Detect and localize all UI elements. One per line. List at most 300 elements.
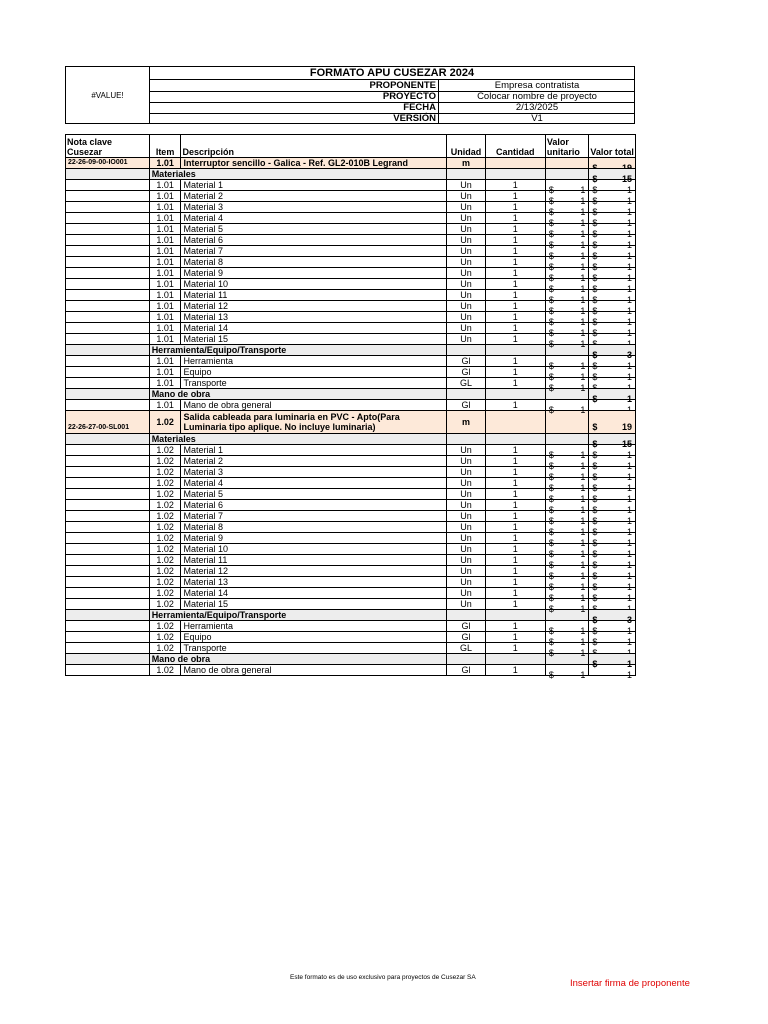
- descripcion-cell[interactable]: Material 3: [181, 202, 447, 213]
- descripcion-cell[interactable]: Material 4: [181, 213, 447, 224]
- item-cell[interactable]: 1.02: [149, 566, 181, 577]
- valor-total-cell[interactable]: [589, 290, 636, 305]
- nota-cell[interactable]: [66, 456, 150, 467]
- valor-total-cell[interactable]: [589, 577, 636, 592]
- valor-unitario-cell[interactable]: [545, 632, 588, 647]
- cantidad-cell[interactable]: 1: [485, 500, 545, 511]
- unidad-cell[interactable]: Un: [447, 478, 485, 489]
- descripcion-cell[interactable]: Material 1: [181, 180, 447, 191]
- nota-cell[interactable]: [66, 279, 150, 290]
- nota-cell[interactable]: [66, 555, 150, 566]
- unidad-cell[interactable]: Un: [447, 566, 485, 577]
- cantidad-cell[interactable]: 1: [485, 544, 545, 555]
- valor-unitario-cell[interactable]: [545, 445, 588, 460]
- valor-unitario-cell[interactable]: [545, 323, 588, 338]
- unidad-cell[interactable]: Un: [447, 588, 485, 599]
- unidad-cell[interactable]: Un: [447, 445, 485, 456]
- valor-total-cell[interactable]: [589, 378, 636, 389]
- cantidad-cell[interactable]: 1: [485, 511, 545, 522]
- descripcion-cell[interactable]: Material 12: [181, 301, 447, 312]
- descripcion-cell[interactable]: Mano de obra general: [181, 400, 447, 411]
- mano-de-obra-group-total[interactable]: [589, 389, 636, 404]
- mano-de-obra-group-label[interactable]: Mano de obra: [149, 654, 447, 665]
- valor-total-cell[interactable]: [589, 665, 636, 680]
- valor-total-cell[interactable]: [589, 588, 636, 603]
- descripcion-cell[interactable]: Material 8: [181, 522, 447, 533]
- unidad-cell[interactable]: Un: [447, 246, 485, 257]
- valor-unitario-cell[interactable]: [545, 257, 588, 272]
- valor-unitario-cell[interactable]: [545, 489, 588, 504]
- descripcion-cell[interactable]: Material 11: [181, 555, 447, 566]
- unidad-cell[interactable]: Un: [447, 489, 485, 500]
- value-error-cell[interactable]: #VALUE!: [66, 67, 150, 123]
- item-cell[interactable]: 1.01: [149, 334, 181, 345]
- valor-unitario-cell[interactable]: [545, 169, 588, 180]
- item-cell[interactable]: 1.02: [149, 467, 181, 478]
- item-cell[interactable]: 1.02: [149, 489, 181, 500]
- cantidad-cell[interactable]: 1: [485, 180, 545, 191]
- nota-cell[interactable]: [66, 511, 150, 522]
- descripcion-cell[interactable]: Material 5: [181, 224, 447, 235]
- materiales-group-label[interactable]: Materiales: [149, 169, 447, 180]
- descripcion-cell[interactable]: Material 7: [181, 511, 447, 522]
- cantidad-cell[interactable]: 1: [485, 456, 545, 467]
- nota-cell[interactable]: [66, 301, 150, 312]
- unidad-cell[interactable]: Un: [447, 235, 485, 246]
- unidad-cell[interactable]: Un: [447, 334, 485, 345]
- nota-cell[interactable]: [66, 665, 150, 676]
- descripcion-cell[interactable]: Material 1: [181, 445, 447, 456]
- nota-cell[interactable]: [66, 654, 150, 665]
- herramienta-group-label[interactable]: Herramienta/Equipo/Transporte: [149, 345, 447, 356]
- valor-unitario-cell[interactable]: [545, 268, 588, 283]
- descripcion-cell[interactable]: Material 13: [181, 577, 447, 588]
- nota-cell[interactable]: [66, 257, 150, 268]
- valor-unitario-cell[interactable]: [545, 246, 588, 261]
- item-cell[interactable]: 1.01: [149, 312, 181, 323]
- nota-cell[interactable]: [66, 544, 150, 555]
- item-cell[interactable]: 1.01: [149, 191, 181, 202]
- unidad-cell[interactable]: Un: [447, 522, 485, 533]
- unidad-cell[interactable]: Un: [447, 290, 485, 301]
- item-cell[interactable]: 1.02: [149, 522, 181, 533]
- cantidad-cell[interactable]: 1: [485, 191, 545, 202]
- unidad-cell[interactable]: Un: [447, 323, 485, 334]
- nota-cell[interactable]: [66, 610, 150, 621]
- valor-unitario-cell[interactable]: [545, 577, 588, 592]
- valor-unitario-cell[interactable]: [545, 555, 588, 570]
- herramienta-group-total[interactable]: [589, 610, 636, 625]
- nota-cell[interactable]: [66, 400, 150, 411]
- valor-unitario-cell[interactable]: [545, 367, 588, 382]
- valor-unitario-cell[interactable]: [545, 588, 588, 603]
- item-cell[interactable]: 1.02: [149, 588, 181, 599]
- valor-unitario-cell[interactable]: [545, 400, 588, 415]
- valor-unitario-cell[interactable]: [545, 478, 588, 493]
- valor-unitario-cell[interactable]: [545, 191, 588, 206]
- materiales-group-total[interactable]: [589, 169, 636, 184]
- cantidad-cell[interactable]: 1: [485, 378, 545, 389]
- item-cell[interactable]: 1.02: [149, 511, 181, 522]
- unidad-cell[interactable]: Un: [447, 224, 485, 235]
- nota-cell[interactable]: [66, 621, 150, 632]
- descripcion-cell[interactable]: Transporte: [181, 643, 447, 654]
- unidad-cell[interactable]: Un: [447, 533, 485, 544]
- unidad-cell[interactable]: Un: [447, 544, 485, 555]
- mano-de-obra-group-total[interactable]: [589, 654, 636, 669]
- valor-total-cell[interactable]: [589, 500, 636, 515]
- descripcion-cell[interactable]: Salida cableada para luminaria en PVC - Apto(Para Luminaria tipo aplique. No incluye luminaria): [181, 411, 447, 434]
- nota-cell[interactable]: [66, 533, 150, 544]
- nota-cell[interactable]: [66, 235, 150, 246]
- valor-total-cell[interactable]: [589, 555, 636, 570]
- unidad-cell[interactable]: Un: [447, 467, 485, 478]
- cantidad-cell[interactable]: 1: [485, 246, 545, 257]
- item-cell[interactable]: 1.01: [149, 290, 181, 301]
- cantidad-cell[interactable]: 1: [485, 323, 545, 334]
- valor-total-cell[interactable]: [589, 467, 636, 482]
- item-cell[interactable]: 1.01: [149, 367, 181, 378]
- nota-clave-cell[interactable]: 22-26-09-00-IO001: [66, 158, 150, 169]
- descripcion-cell[interactable]: Material 6: [181, 500, 447, 511]
- nota-cell[interactable]: [66, 566, 150, 577]
- descripcion-cell[interactable]: Material 10: [181, 544, 447, 555]
- unidad-cell[interactable]: [447, 169, 485, 180]
- unidad-cell[interactable]: [447, 610, 485, 621]
- valor-total-cell[interactable]: [589, 511, 636, 526]
- item-cell[interactable]: 1.01: [149, 202, 181, 213]
- item-cell[interactable]: 1.01: [149, 213, 181, 224]
- nota-cell[interactable]: [66, 213, 150, 224]
- cantidad-cell[interactable]: 1: [485, 213, 545, 224]
- cantidad-cell[interactable]: [485, 654, 545, 665]
- item-cell[interactable]: 1.01: [149, 323, 181, 334]
- valor-total-cell[interactable]: [589, 279, 636, 294]
- valor-unitario-cell[interactable]: [545, 290, 588, 305]
- unidad-cell[interactable]: Gl: [447, 621, 485, 632]
- nota-cell[interactable]: [66, 577, 150, 588]
- descripcion-cell[interactable]: Mano de obra general: [181, 665, 447, 676]
- cantidad-cell[interactable]: 1: [485, 467, 545, 478]
- item-cell[interactable]: 1.02: [149, 555, 181, 566]
- cantidad-cell[interactable]: 1: [485, 334, 545, 345]
- valor-unitario-cell[interactable]: [545, 224, 588, 239]
- valor-total-cell[interactable]: [589, 411, 636, 434]
- descripcion-cell[interactable]: Material 5: [181, 489, 447, 500]
- item-cell[interactable]: 1.02: [149, 478, 181, 489]
- cantidad-cell[interactable]: [485, 434, 545, 445]
- valor-total-cell[interactable]: [589, 478, 636, 493]
- valor-total-cell[interactable]: [589, 213, 636, 228]
- item-cell[interactable]: 1.01: [149, 400, 181, 411]
- valor-unitario-cell[interactable]: [545, 312, 588, 327]
- cantidad-cell[interactable]: 1: [485, 665, 545, 676]
- nota-cell[interactable]: [66, 599, 150, 610]
- item-cell[interactable]: 1.02: [149, 599, 181, 610]
- valor-total-cell[interactable]: [589, 533, 636, 548]
- cantidad-cell[interactable]: 1: [485, 400, 545, 411]
- item-cell[interactable]: 1.02: [149, 500, 181, 511]
- descripcion-cell[interactable]: Equipo: [181, 367, 447, 378]
- unidad-cell[interactable]: Un: [447, 257, 485, 268]
- valor-unitario-cell[interactable]: [545, 301, 588, 316]
- cantidad-cell[interactable]: 1: [485, 268, 545, 279]
- herramienta-group-total[interactable]: [589, 345, 636, 360]
- unidad-cell[interactable]: Un: [447, 180, 485, 191]
- herramienta-group-label[interactable]: Herramienta/Equipo/Transporte: [149, 610, 447, 621]
- proyecto-value[interactable]: Colocar nombre de proyecto: [477, 91, 597, 102]
- descripcion-cell[interactable]: Material 2: [181, 456, 447, 467]
- unidad-cell[interactable]: [447, 654, 485, 665]
- valor-total-cell[interactable]: [589, 456, 636, 471]
- nota-cell[interactable]: [66, 522, 150, 533]
- descripcion-cell[interactable]: Material 2: [181, 191, 447, 202]
- item-cell[interactable]: 1.01: [149, 180, 181, 191]
- valor-unitario-cell[interactable]: [545, 434, 588, 445]
- item-cell[interactable]: 1.02: [149, 577, 181, 588]
- nota-cell[interactable]: [66, 180, 150, 191]
- nota-cell[interactable]: [66, 478, 150, 489]
- item-cell[interactable]: 1.02: [149, 665, 181, 676]
- nota-cell[interactable]: [66, 643, 150, 654]
- valor-unitario-cell[interactable]: [545, 621, 588, 636]
- unidad-cell[interactable]: Un: [447, 577, 485, 588]
- cantidad-cell[interactable]: 1: [485, 489, 545, 500]
- nota-cell[interactable]: [66, 224, 150, 235]
- descripcion-cell[interactable]: Equipo: [181, 632, 447, 643]
- valor-unitario-cell[interactable]: [545, 522, 588, 537]
- valor-total-cell[interactable]: [589, 632, 636, 647]
- cantidad-cell[interactable]: 1: [485, 643, 545, 654]
- unidad-cell[interactable]: m: [447, 411, 485, 434]
- item-cell[interactable]: 1.01: [149, 158, 181, 169]
- descripcion-cell[interactable]: Material 15: [181, 334, 447, 345]
- valor-total-cell[interactable]: [589, 268, 636, 283]
- mano-de-obra-group-label[interactable]: Mano de obra: [149, 389, 447, 400]
- nota-cell[interactable]: [66, 345, 150, 356]
- descripcion-cell[interactable]: Material 15: [181, 599, 447, 610]
- cantidad-cell[interactable]: 1: [485, 621, 545, 632]
- valor-total-cell[interactable]: [589, 544, 636, 559]
- valor-total-cell[interactable]: [589, 301, 636, 316]
- nota-cell[interactable]: [66, 334, 150, 345]
- item-cell[interactable]: 1.02: [149, 643, 181, 654]
- nota-cell[interactable]: [66, 202, 150, 213]
- item-cell[interactable]: 1.02: [149, 456, 181, 467]
- descripcion-cell[interactable]: Herramienta: [181, 621, 447, 632]
- valor-total-cell[interactable]: [589, 180, 636, 195]
- valor-unitario-cell[interactable]: [545, 279, 588, 294]
- valor-unitario-cell[interactable]: [545, 511, 588, 526]
- unidad-cell[interactable]: Un: [447, 555, 485, 566]
- descripcion-cell[interactable]: Interruptor sencillo - Galica - Ref. GL2-010B Legrand: [181, 158, 447, 169]
- nota-cell[interactable]: [66, 378, 150, 389]
- item-cell[interactable]: 1.02: [149, 544, 181, 555]
- cantidad-cell[interactable]: 1: [485, 279, 545, 290]
- item-cell[interactable]: 1.02: [149, 411, 181, 434]
- valor-unitario-cell[interactable]: [545, 334, 588, 349]
- valor-unitario-cell[interactable]: [545, 544, 588, 559]
- materiales-group-label[interactable]: Materiales: [149, 434, 447, 445]
- valor-total-cell[interactable]: [589, 334, 636, 345]
- nota-cell[interactable]: [66, 445, 150, 456]
- cantidad-cell[interactable]: [485, 389, 545, 400]
- nota-clave-cell[interactable]: 22-26-27-00-SL001: [66, 411, 150, 434]
- item-cell[interactable]: 1.01: [149, 235, 181, 246]
- unidad-cell[interactable]: Gl: [447, 367, 485, 378]
- descripcion-cell[interactable]: Material 12: [181, 566, 447, 577]
- valor-unitario-cell[interactable]: [545, 533, 588, 548]
- unidad-cell[interactable]: [447, 345, 485, 356]
- valor-total-cell[interactable]: [589, 400, 636, 411]
- fecha-value[interactable]: 2/13/2025: [515, 102, 559, 113]
- descripcion-cell[interactable]: Herramienta: [181, 356, 447, 367]
- nota-cell[interactable]: [66, 467, 150, 478]
- descripcion-cell[interactable]: Transporte: [181, 378, 447, 389]
- cantidad-cell[interactable]: 1: [485, 224, 545, 235]
- valor-total-cell[interactable]: [589, 246, 636, 261]
- cantidad-cell[interactable]: 1: [485, 555, 545, 566]
- item-cell[interactable]: 1.02: [149, 632, 181, 643]
- nota-cell[interactable]: [66, 367, 150, 378]
- unidad-cell[interactable]: Gl: [447, 400, 485, 411]
- cantidad-cell[interactable]: [485, 169, 545, 180]
- valor-total-cell[interactable]: [589, 158, 636, 169]
- unidad-cell[interactable]: Un: [447, 202, 485, 213]
- unidad-cell[interactable]: Un: [447, 456, 485, 467]
- descripcion-cell[interactable]: Material 10: [181, 279, 447, 290]
- cantidad-cell[interactable]: 1: [485, 478, 545, 489]
- item-cell[interactable]: 1.01: [149, 268, 181, 279]
- valor-total-cell[interactable]: [589, 566, 636, 581]
- valor-total-cell[interactable]: [589, 643, 636, 654]
- unidad-cell[interactable]: [447, 434, 485, 445]
- unidad-cell[interactable]: Gl: [447, 665, 485, 676]
- cantidad-cell[interactable]: 1: [485, 290, 545, 301]
- unidad-cell[interactable]: Un: [447, 301, 485, 312]
- valor-total-cell[interactable]: [589, 257, 636, 272]
- unidad-cell[interactable]: Gl: [447, 632, 485, 643]
- item-cell[interactable]: 1.01: [149, 224, 181, 235]
- valor-total-cell[interactable]: [589, 224, 636, 239]
- cantidad-cell[interactable]: 1: [485, 445, 545, 456]
- version-value[interactable]: V1: [531, 113, 543, 124]
- unidad-cell[interactable]: GL: [447, 378, 485, 389]
- valor-total-cell[interactable]: [589, 367, 636, 382]
- nota-cell[interactable]: [66, 312, 150, 323]
- descripcion-cell[interactable]: Material 14: [181, 323, 447, 334]
- unidad-cell[interactable]: m: [447, 158, 485, 169]
- cantidad-cell[interactable]: 1: [485, 356, 545, 367]
- valor-total-cell[interactable]: [589, 621, 636, 636]
- cantidad-cell[interactable]: 1: [485, 566, 545, 577]
- cantidad-cell[interactable]: 1: [485, 257, 545, 268]
- valor-total-cell[interactable]: [589, 489, 636, 504]
- nota-cell[interactable]: [66, 290, 150, 301]
- valor-total-cell[interactable]: [589, 522, 636, 537]
- cantidad-cell[interactable]: [485, 411, 545, 434]
- cantidad-cell[interactable]: 1: [485, 522, 545, 533]
- valor-unitario-cell[interactable]: [545, 643, 588, 658]
- materiales-group-total[interactable]: [589, 434, 636, 449]
- valor-unitario-cell[interactable]: [545, 566, 588, 581]
- unidad-cell[interactable]: Un: [447, 511, 485, 522]
- valor-unitario-cell[interactable]: [545, 158, 588, 169]
- nota-cell[interactable]: [66, 268, 150, 279]
- item-cell[interactable]: 1.02: [149, 533, 181, 544]
- valor-unitario-cell[interactable]: [545, 235, 588, 250]
- nota-cell[interactable]: [66, 246, 150, 257]
- item-cell[interactable]: 1.02: [149, 445, 181, 456]
- cantidad-cell[interactable]: 1: [485, 301, 545, 312]
- descripcion-cell[interactable]: Material 11: [181, 290, 447, 301]
- descripcion-cell[interactable]: Material 9: [181, 533, 447, 544]
- item-cell[interactable]: 1.01: [149, 246, 181, 257]
- unidad-cell[interactable]: Un: [447, 191, 485, 202]
- item-cell[interactable]: 1.01: [149, 279, 181, 290]
- valor-unitario-cell[interactable]: [545, 378, 588, 393]
- nota-cell[interactable]: [66, 356, 150, 367]
- item-cell[interactable]: 1.01: [149, 257, 181, 268]
- cantidad-cell[interactable]: 1: [485, 533, 545, 544]
- cantidad-cell[interactable]: [485, 610, 545, 621]
- valor-total-cell[interactable]: [589, 191, 636, 206]
- unidad-cell[interactable]: Un: [447, 213, 485, 224]
- valor-total-cell[interactable]: [589, 323, 636, 338]
- unidad-cell[interactable]: Un: [447, 268, 485, 279]
- cantidad-cell[interactable]: 1: [485, 367, 545, 378]
- cantidad-cell[interactable]: 1: [485, 202, 545, 213]
- valor-unitario-cell[interactable]: [545, 500, 588, 515]
- nota-cell[interactable]: [66, 389, 150, 400]
- signature-placeholder[interactable]: Insertar firma de proponente: [570, 978, 690, 989]
- valor-total-cell[interactable]: [589, 445, 636, 460]
- nota-cell[interactable]: [66, 588, 150, 599]
- nota-cell[interactable]: [66, 434, 150, 445]
- proponente-value[interactable]: Empresa contratista: [494, 80, 580, 91]
- cantidad-cell[interactable]: 1: [485, 235, 545, 246]
- descripcion-cell[interactable]: Material 3: [181, 467, 447, 478]
- valor-unitario-cell[interactable]: [545, 202, 588, 217]
- cantidad-cell[interactable]: 1: [485, 599, 545, 610]
- nota-cell[interactable]: [66, 323, 150, 334]
- descripcion-cell[interactable]: Material 14: [181, 588, 447, 599]
- item-cell[interactable]: 1.01: [149, 301, 181, 312]
- cantidad-cell[interactable]: [485, 345, 545, 356]
- unidad-cell[interactable]: Un: [447, 599, 485, 610]
- valor-total-cell[interactable]: [589, 202, 636, 217]
- descripcion-cell[interactable]: Material 13: [181, 312, 447, 323]
- unidad-cell[interactable]: Un: [447, 312, 485, 323]
- nota-cell[interactable]: [66, 169, 150, 180]
- valor-unitario-cell[interactable]: [545, 467, 588, 482]
- descripcion-cell[interactable]: Material 7: [181, 246, 447, 257]
- valor-total-cell[interactable]: [589, 235, 636, 250]
- nota-cell[interactable]: [66, 632, 150, 643]
- valor-unitario-cell[interactable]: [545, 456, 588, 471]
- valor-total-cell[interactable]: [589, 599, 636, 610]
- cantidad-cell[interactable]: 1: [485, 632, 545, 643]
- nota-cell[interactable]: [66, 500, 150, 511]
- cantidad-cell[interactable]: [485, 158, 545, 169]
- nota-cell[interactable]: [66, 191, 150, 202]
- cantidad-cell[interactable]: 1: [485, 312, 545, 323]
- unidad-cell[interactable]: GL: [447, 643, 485, 654]
- item-cell[interactable]: 1.01: [149, 356, 181, 367]
- unidad-cell[interactable]: [447, 389, 485, 400]
- unidad-cell[interactable]: Un: [447, 279, 485, 290]
- valor-total-cell[interactable]: [589, 312, 636, 327]
